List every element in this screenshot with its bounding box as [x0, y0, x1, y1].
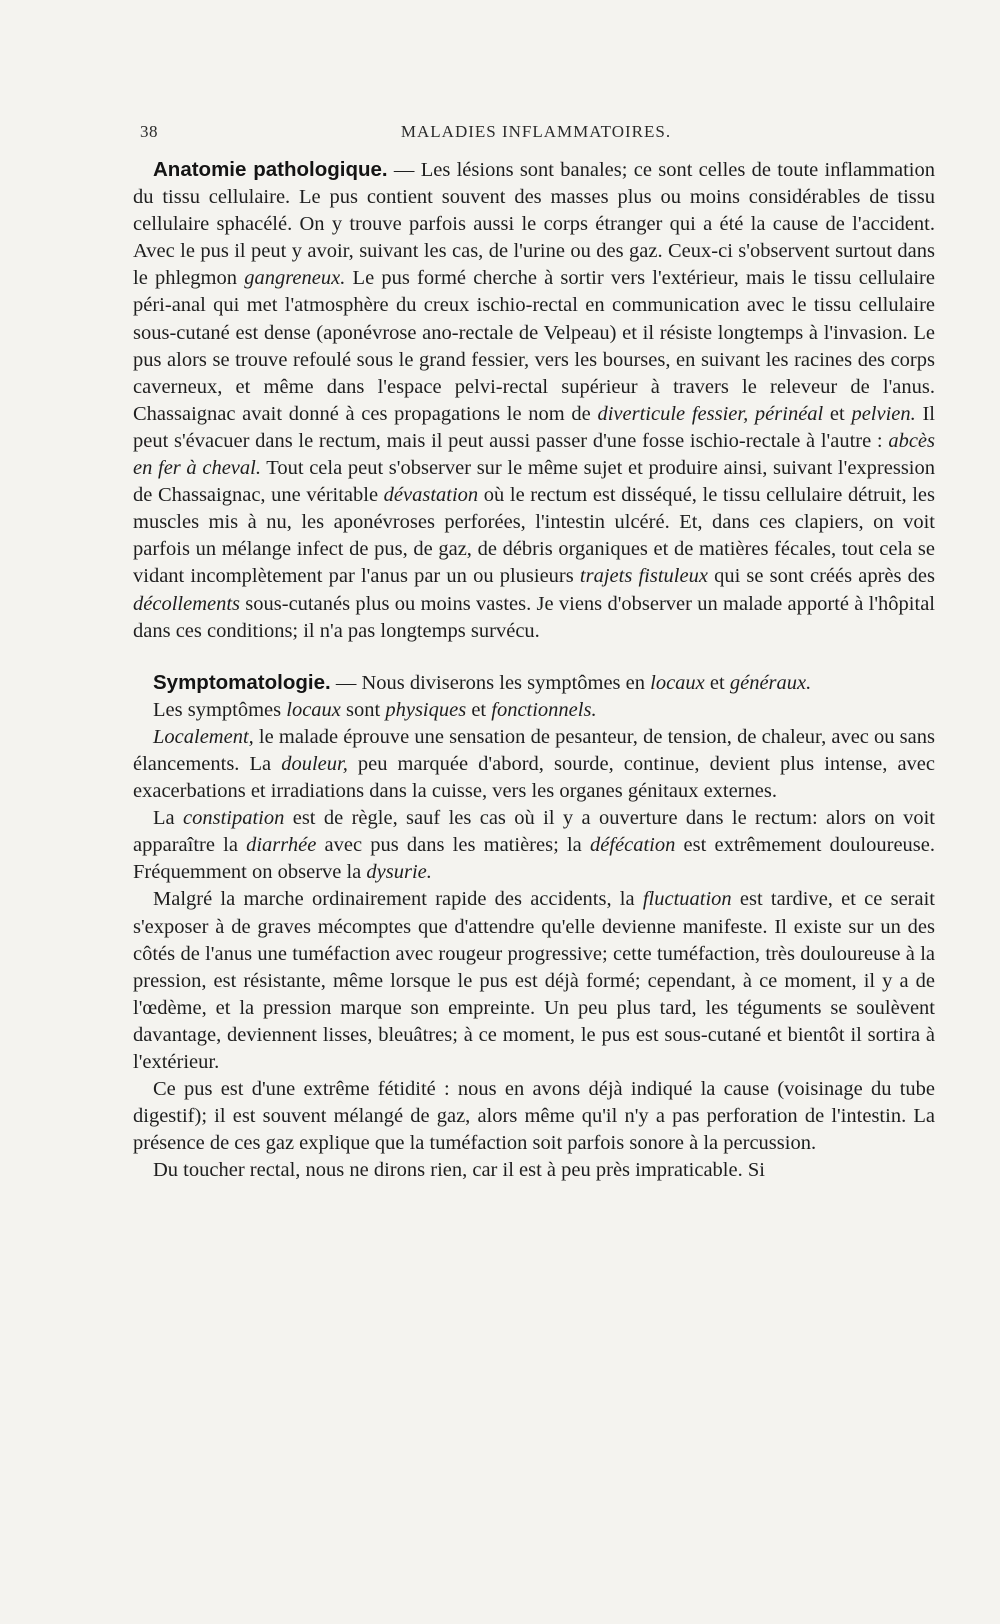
- section-title-symptomatologie: Symptomatologie.: [153, 670, 331, 694]
- page-header: [140, 122, 932, 148]
- running-title: MALADIES INFLAMMATOIRES.: [400, 122, 672, 141]
- paragraph-symptomes-locaux: Les symptômes locaux sont physiques et fonctionnels.: [153, 698, 597, 721]
- paragraph-anatomie: Anatomie pathologique. — Les lésions sont banales; ce sont celles de toute inflammation du tissu cellulaire. Le pus contient souvent des masses plus ou moins considérables de tissu cellulaire sphacélé. On y trouve parfois aussi le corps étranger qui a été la cause de l'accident. Avec le pus il peut y avoir, suivant les cas, de l'urine ou des gaz. Ceux-ci s'observent surtout dans le phlegmon gangreneux. Le pus formé cherche à sortir vers l'extérieur, mais le tissu cellulaire péri-anal qui met l'atmosphère du creux ischio-rectal en communication avec le tissu cellulaire sous-cutané est dense (aponévrose ano-rectale de Velpeau) et il résiste longtemps à l'invasion. Le pus alors se trouve refoulé sous le grand fessier, vers les bourses, en suivant les racines des corps caverneux, et même dans l'espace pelvi-rectal supérieur à travers le releveur de l'anus. Chassaignac avait donné à ces propagations le nom de diverticule fessier, périnéal et pelvien. Il peut s'évacuer dans le rectum, mais il peut aussi passer d'une fosse ischio-rectale à l'autre : abcès en fer à cheval. Tout cela peut s'observer sur le même sujet et produire ainsi, suivant l'expression de Chassaignac, une véritable dévastation où le rectum est disséqué, le tissu cellulaire détruit, les muscles mis à nu, les aponévroses perforées, l'intestin ulcéré. Et, dans ces clapiers, on voit parfois un mélange infect de pus, de gaz, de débris organiques et de matières fécales, tout cela se vidant incomplètement par l'anus par un ou plusieurs trajets fistuleux qui se sont créés après des décollements sous-cutanés plus ou moins vastes. Je viens d'observer un malade apporté à l'hôpital dans ces conditions; il n'a pas longtemps survécu.: [133, 158, 935, 642]
- paragraph-toucher-rectal: Du toucher rectal, nous ne dirons rien, car il est à peu près impraticable. Si: [153, 1159, 765, 1182]
- page-body: [133, 156, 935, 1184]
- paragraph-localement: Localement, le malade éprouve une sensation de pesanteur, de tension, de chaleur, avec ou sans élancements. La douleur, peu marquée d'abord, sourde, continue, devient plus intense, avec exacerbations et irradiations dans la cuisse, vers les organes génitaux externes.: [133, 725, 936, 803]
- page-number: 38: [140, 122, 158, 141]
- paragraph-constipation: La constipation est de règle, sauf les cas où il y a ouverture dans le rectum: alors on voit apparaître la diarrhée avec pus dans les matières; la défécation est extrêmement douloureuse. Fréquemment on observe la dysurie.: [133, 807, 936, 884]
- paragraph-fluctuation: Malgré la marche ordinairement rapide des accidents, la fluctuation est tardive, et ce serait s'exposer à de graves mécomptes que d'attendre qu'elle devienne manifeste. Il existe sur un des côtés de l'anus une tuméfaction avec rougeur progressive; cette tuméfaction, très douloureuse à la pression, est résistante, même lorsque le pus est déjà formé; cependant, à ce moment, il y a de l'œdème, et la pression marque son empreinte. Un peu plus tard, les téguments se soulèvent davantage, deviennent lisses, bleuâtres; à ce moment, le pus est sous-cutané et bientôt il sortira à l'extérieur.: [133, 888, 935, 1073]
- paragraph-symptomatologie: Symptomatologie. — Nous diviserons les symptômes en locaux et généraux.: [153, 670, 812, 694]
- section-title-anatomie: Anatomie pathologique.: [153, 158, 388, 181]
- paragraph-fetidite: Ce pus est d'une extrême fétidité : nous en avons déjà indiqué la cause (voisinage du tube digestif); il est souvent mélangé de gaz, alors même qu'il n'y a pas perforation de l'intestin. La présence de ces gaz explique que la tuméfaction soit parfois sonore à la percussion.: [133, 1078, 935, 1155]
